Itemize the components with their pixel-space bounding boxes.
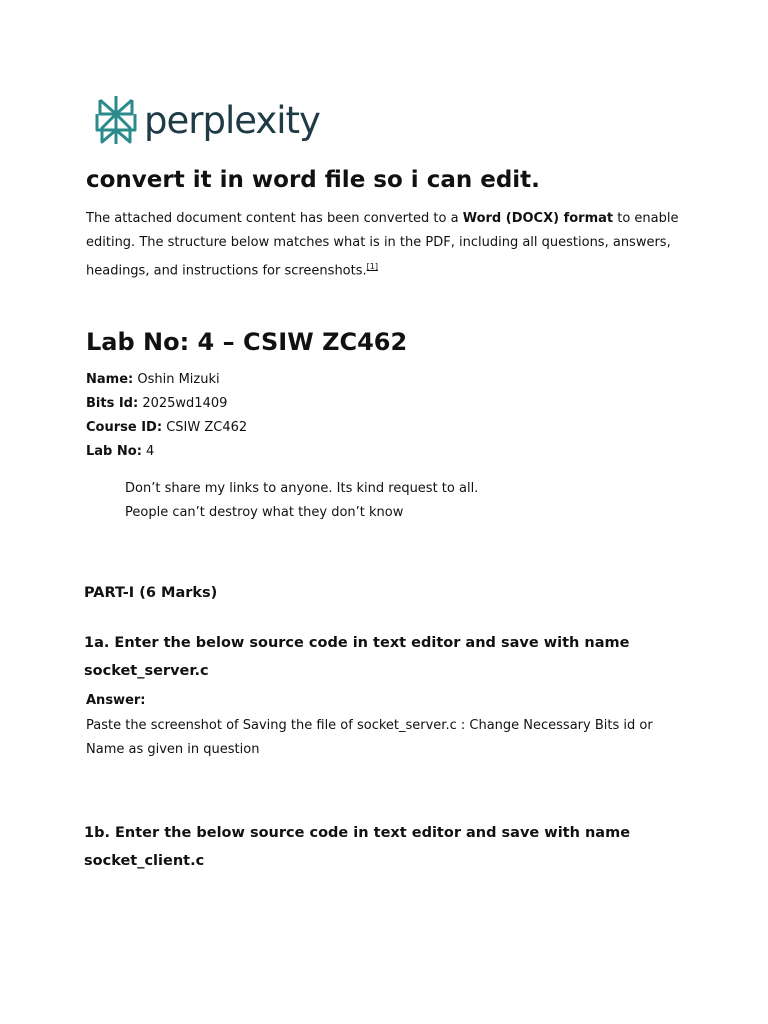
field-key: Lab No: [86,444,142,459]
answer-text: Paste the screenshot of Saving the file of socket_server.c : Change Necessary Bits id or Name as given in question [86,718,653,757]
intro-text-after: to enable editing. The structure below matches what is in the PDF, including all questions, answers, headings, and instructions for screenshots. [86,211,679,279]
field-name [86,368,247,392]
quote-line: People can’t destroy what they don’t know [125,505,404,520]
part-heading: PART-I (6 Marks) [84,585,218,601]
field-value: Oshin Mizuki [137,372,220,387]
answer-intro [86,207,686,283]
field-value: CSIW ZC462 [166,420,248,435]
user-question: convert it in word file so i can edit. [86,167,540,193]
intro-text-before: The attached document content has been converted to a [86,211,463,226]
perplexity-logo-icon [94,94,138,146]
field-key: Bits Id: [86,396,139,411]
field-key: Course ID: [86,420,163,435]
question-1a: 1a. Enter the below source code in text editor and save with name socket_server.c [84,635,630,679]
blockquote [125,477,478,525]
citation-link[interactable]: [1] [366,262,378,271]
field-key: Name: [86,372,134,387]
field-course-id [86,416,247,440]
quote-line: Don’t share my links to anyone. Its kind request to all. [125,481,479,496]
document-title: Lab No: 4 – CSIW ZC462 [86,328,408,356]
field-value: 2025wd1409 [142,396,228,411]
perplexity-logo [94,94,320,146]
intro-bold: Word (DOCX) format [462,211,614,226]
document-fields [86,368,247,464]
field-value: 4 [146,444,155,459]
logo-wordmark: perplexity [144,98,320,142]
answer-label: Answer: [86,693,146,708]
field-lab-no [86,440,247,464]
question-1b: 1b. Enter the below source code in text editor and save with name socket_client.c [84,825,631,869]
field-bits-id [86,392,247,416]
